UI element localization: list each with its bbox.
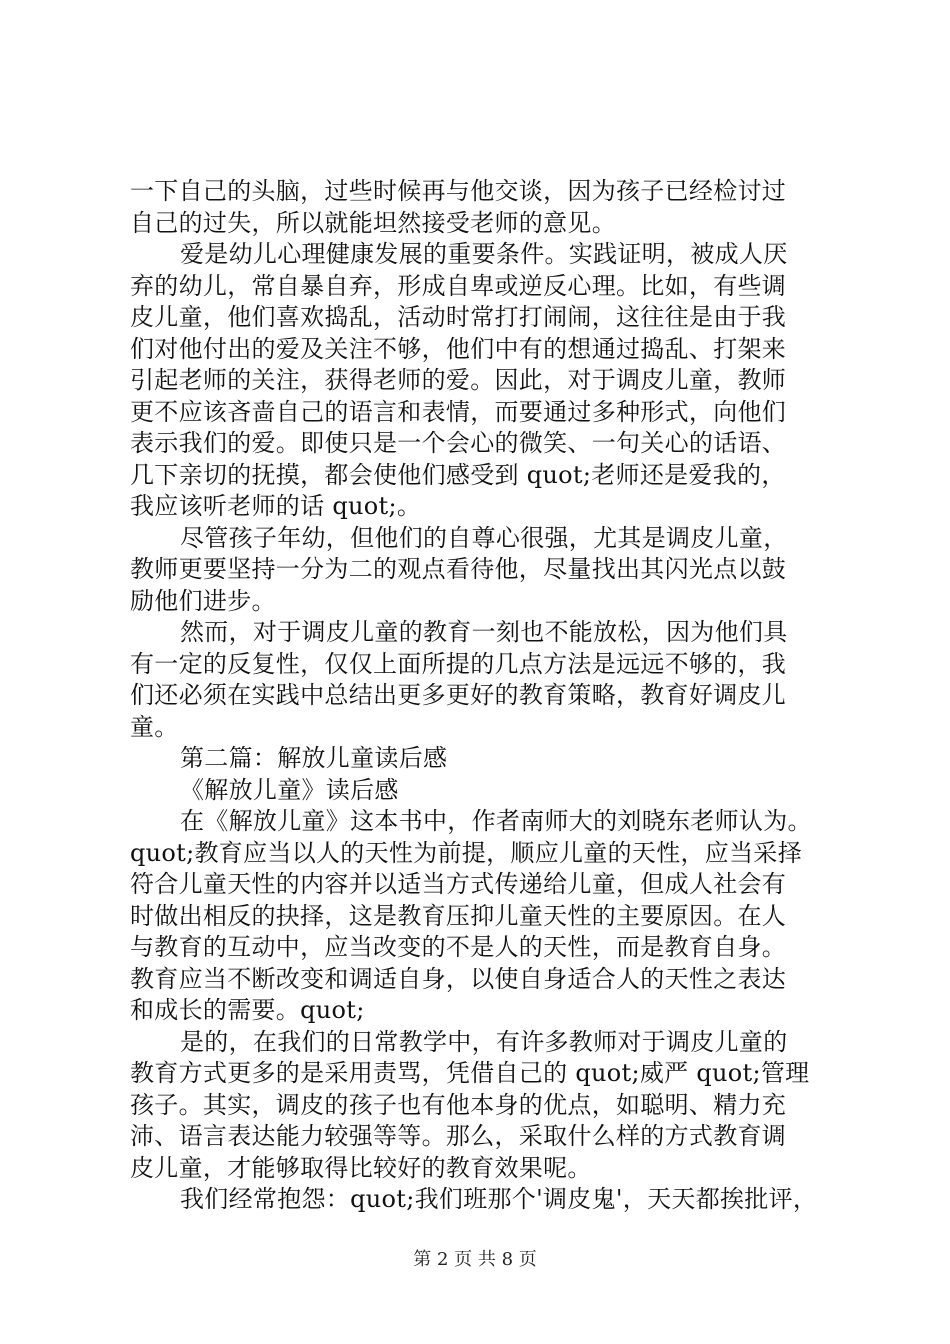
text-line: 几下亲切的抚摸，都会使他们感受到 quot;老师还是爱我的，: [130, 460, 786, 489]
text-line: 沛、语言表达能力较强等等。那么，采取什么样的方式教育调: [130, 1122, 787, 1150]
body-text: [130, 176, 830, 1216]
text-line: 更不应该吝啬自己的语言和表情，而要通过多种形式，向他们: [130, 397, 787, 426]
text-line: 和成长的需要。quot;: [130, 996, 365, 1024]
text-line: 在《解放儿童》这本书中，作者南师大的刘晓东老师认为。: [180, 807, 812, 835]
text-line: 孩子。其实，调皮的孩子也有他本身的优点，如聪明、精力充: [130, 1090, 787, 1119]
text-line: 表示我们的爱。即使只是一个会心的微笑、一句关心的话语、: [130, 429, 787, 457]
text-line: 《解放儿童》读后感: [180, 775, 399, 804]
text-line: 尽管孩子年幼，但他们的自尊心很强，尤其是调皮儿童，: [180, 523, 788, 552]
text-line: 爱是幼儿心理健康发展的重要条件。实践证明，被成人厌: [180, 240, 788, 268]
text-line: 自己的过失，所以就能坦然接受老师的意见。: [130, 208, 616, 237]
text-line: 我应该听老师的话 quot;。: [130, 492, 422, 520]
text-line: 有一定的反复性，仅仅上面所提的几点方法是远远不够的，我: [130, 649, 787, 678]
text-line: 时做出相反的抉择，这是教育压抑儿童天性的主要原因。在人: [130, 901, 787, 930]
text-line: 教育应当不断改变和调适自身，以使自身适合人的天性之表达: [130, 964, 787, 993]
text-line: 一下自己的头脑，过些时候再与他交谈，因为孩子已经检讨过: [130, 177, 787, 205]
text-line: 皮儿童，才能够取得比较好的教育效果呢。: [130, 1153, 592, 1182]
text-line: 们还必须在实践中总结出更多更好的教育策略，教育好调皮儿: [130, 681, 787, 709]
text-line: 教师更要坚持一分为二的观点看待他，尽量找出其闪光点以鼓: [130, 555, 787, 583]
text-line: 是的，在我们的日常教学中，有许多教师对于调皮儿童的: [180, 1027, 788, 1056]
text-line: 们对他付出的爱及关注不够，他们中有的想通过捣乱、打架来: [130, 334, 787, 363]
text-line: 童。: [130, 712, 179, 741]
text-line: 与教育的互动中，应当改变的不是人的天性，而是教育自身。: [130, 933, 787, 961]
text-line: 第二篇：解放儿童读后感: [180, 744, 448, 772]
text-line: 皮儿童，他们喜欢捣乱，活动时常打打闹闹，这往往是由于我: [130, 303, 787, 331]
text-line: 弃的幼儿，常自暴自弃，形成自卑或逆反心理。比如，有些调: [130, 271, 787, 300]
text-line: 符合儿童天性的内容并以适当方式传递给儿童，但成人社会有: [130, 870, 787, 898]
text-line: 引起老师的关注，获得老师的爱。因此，对于调皮儿童，教师: [130, 366, 787, 394]
text-line: 然而，对于调皮儿童的教育一刻也不能放松，因为他们具: [180, 618, 788, 646]
page-footer: 第 2 页 共 8 页: [413, 1249, 537, 1270]
text-line: 教育方式更多的是采用责骂，凭借自己的 quot;威严 quot;管理: [130, 1059, 810, 1087]
text-line: 我们经常抱怨：quot;我们班那个'调皮鬼'，天天都挨批评，: [180, 1185, 818, 1213]
text-line: 励他们进步。: [130, 586, 276, 615]
text-line: quot;教育应当以人的天性为前提，顺应儿童的天性，应当采择: [130, 838, 802, 867]
